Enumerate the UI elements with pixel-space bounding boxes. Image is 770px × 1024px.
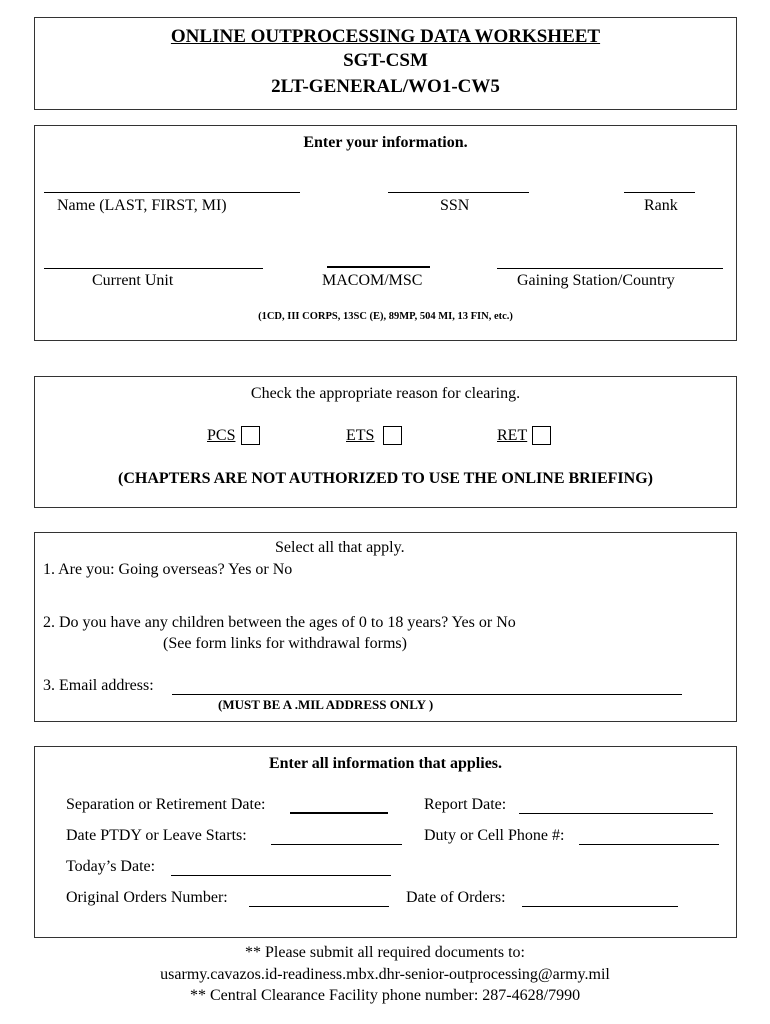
name-field[interactable] bbox=[44, 192, 300, 193]
details-section bbox=[34, 746, 737, 938]
ets-label: ETS bbox=[346, 427, 375, 444]
ret-checkbox[interactable] bbox=[532, 426, 551, 445]
details-heading: Enter all information that applies. bbox=[268, 755, 503, 772]
orders-number-label: Original Orders Number: bbox=[66, 889, 228, 906]
current-unit-label: Current Unit bbox=[92, 272, 174, 289]
macom-field[interactable] bbox=[327, 266, 430, 268]
ptdy-date-label: Date PTDY or Leave Starts: bbox=[66, 827, 247, 844]
gaining-station-label: Gaining Station/Country bbox=[517, 272, 675, 289]
name-label: Name (LAST, FIRST, MI) bbox=[57, 197, 227, 214]
ssn-label: SSN bbox=[440, 197, 470, 214]
macom-label: MACOM/MSC bbox=[322, 272, 423, 289]
select-apply-heading: Select all that apply. bbox=[275, 539, 405, 556]
current-unit-field[interactable] bbox=[44, 268, 263, 269]
phone-label: Duty or Cell Phone #: bbox=[424, 827, 565, 844]
personal-info-heading: Enter your information. bbox=[303, 134, 468, 151]
select-apply-section bbox=[34, 532, 737, 722]
orders-date-field[interactable] bbox=[522, 906, 678, 907]
clearing-reason-heading: Check the appropriate reason for clearing. bbox=[250, 385, 521, 402]
todays-date-label: Today’s Date: bbox=[66, 858, 156, 875]
clearing-reason-section bbox=[34, 376, 737, 508]
pcs-checkbox[interactable] bbox=[241, 426, 260, 445]
mil-address-note: (MUST BE A .MIL ADDRESS ONLY ) bbox=[218, 697, 434, 712]
separation-date-field[interactable] bbox=[290, 812, 388, 814]
report-date-label: Report Date: bbox=[424, 796, 507, 813]
clearance-phone: ** Central Clearance Facility phone number: 287-4628/7990 bbox=[189, 987, 581, 1004]
header-box bbox=[34, 17, 737, 110]
question-overseas: 1. Are you: Going overseas? Yes or No bbox=[43, 561, 293, 578]
question-children: 2. Do you have any children between the ages of 0 to 18 years? Yes or No bbox=[43, 614, 516, 631]
submission-email[interactable]: usarmy.cavazos.id-readiness.mbx.dhr-senior-outprocessing@army.mil bbox=[160, 966, 610, 983]
ptdy-date-field[interactable] bbox=[271, 844, 402, 845]
phone-field[interactable] bbox=[579, 844, 719, 845]
ets-checkbox[interactable] bbox=[383, 426, 402, 445]
chapters-warning: (CHAPTERS ARE NOT AUTHORIZED TO USE THE ONLINE BRIEFING) bbox=[118, 470, 653, 487]
pcs-label: PCS bbox=[207, 427, 236, 444]
email-field[interactable] bbox=[172, 694, 682, 695]
separation-date-label: Separation or Retirement Date: bbox=[66, 796, 266, 813]
submit-instructions: ** Please submit all required documents to: bbox=[245, 944, 525, 961]
report-date-field[interactable] bbox=[519, 813, 713, 814]
personal-info-section bbox=[34, 125, 737, 341]
gaining-station-field[interactable] bbox=[497, 268, 723, 269]
form-subtitle-rank-officer: 2LT-GENERAL/WO1-CW5 bbox=[271, 76, 500, 97]
ret-label: RET bbox=[497, 427, 528, 444]
email-label: 3. Email address: bbox=[43, 677, 154, 694]
orders-date-label: Date of Orders: bbox=[406, 889, 506, 906]
unit-examples-note: (1CD, III CORPS, 13SC (E), 89MP, 504 MI, 13 FIN, etc.) bbox=[258, 311, 513, 322]
withdrawal-forms-note: (See form links for withdrawal forms) bbox=[163, 635, 407, 652]
form-subtitle-rank-enlisted: SGT-CSM bbox=[343, 50, 428, 71]
todays-date-field[interactable] bbox=[171, 875, 391, 876]
rank-label: Rank bbox=[644, 197, 678, 214]
rank-field[interactable] bbox=[624, 192, 695, 193]
orders-number-field[interactable] bbox=[249, 906, 389, 907]
ssn-field[interactable] bbox=[388, 192, 529, 193]
form-title: ONLINE OUTPROCESSING DATA WORKSHEET bbox=[170, 26, 601, 47]
